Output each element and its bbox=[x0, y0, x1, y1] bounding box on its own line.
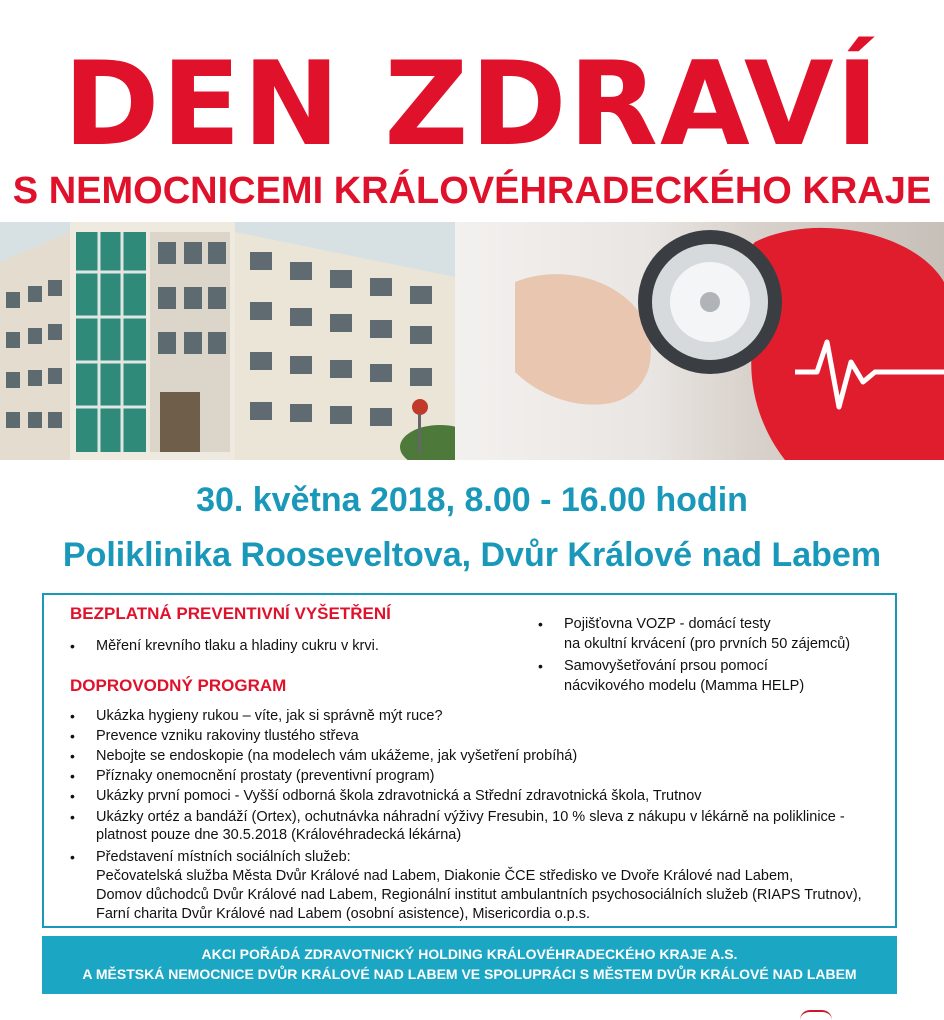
free-exam-item-right: Samovyšetřování prsou pomocí bbox=[564, 658, 768, 674]
program-item: Prevence vzniku rakoviny tlustého střeva bbox=[96, 728, 359, 744]
bullet-dot: • bbox=[538, 616, 543, 632]
poster-title: DEN ZDRAVÍ bbox=[63, 37, 881, 172]
program-title: DOPROVODNÝ PROGRAM bbox=[70, 676, 287, 695]
photo-strip bbox=[0, 222, 944, 460]
bullet-dot: • bbox=[538, 658, 543, 674]
program-item-cont: Domov důchodců Dvůr Králové nad Labem, Regionální institut ambulantních psychosociálních služeb (RIAPS Trutnov), bbox=[96, 887, 862, 903]
free-exam-item-right-cont: na okultní krvácení (pro prvních 50 zájemců) bbox=[564, 636, 851, 652]
event-place: Poliklinika Rooseveltova, Dvůr Králové nad Labem bbox=[62, 536, 882, 574]
bullet-dot: • bbox=[70, 708, 75, 724]
hospital-building-photo bbox=[0, 222, 455, 460]
free-exams-title: BEZPLATNÁ PREVENTIVNÍ VYŠETŘENÍ bbox=[70, 604, 391, 623]
program-item: Nebojte se endoskopie (na modelech vám ukážeme, jak vyšetření probíhá) bbox=[96, 748, 578, 764]
program-item-cont: Pečovatelská služba Města Dvůr Králové nad Labem, Diakonie ČCE středisko ve Dvoře Králové nad Labem, bbox=[96, 868, 794, 884]
bullet-dot: • bbox=[70, 809, 75, 825]
bullet-dot: • bbox=[70, 849, 75, 865]
bullet-dot: • bbox=[70, 748, 75, 764]
program-item: Ukázky ortéz a bandáží (Ortex), ochutnávka náhradní výživy Fresubin, 10 % sleva z nákupu v lékárně na poliklinice - bbox=[96, 809, 845, 825]
free-exam-item: Měření krevního tlaku a hladiny cukru v krvi. bbox=[96, 638, 379, 654]
program-item: Ukázka hygieny rukou – víte, jak si správně mýt ruce? bbox=[96, 708, 443, 724]
free-exam-item-right: Pojišťovna VOZP - domácí testy bbox=[564, 616, 771, 632]
bullet-dot: • bbox=[70, 728, 75, 744]
organizer-banner bbox=[42, 936, 897, 994]
program-box bbox=[42, 593, 897, 928]
organizer-line-1: AKCI POŘÁDÁ ZDRAVOTNICKÝ HOLDING KRÁLOVÉHRADECKÉHO KRAJE A.S. bbox=[201, 946, 738, 962]
stethoscope-illustration bbox=[455, 222, 944, 460]
bullet-dot: • bbox=[70, 788, 75, 804]
organizer-line-2: A MĚSTSKÁ NEMOCNICE DVŮR KRÁLOVÉ NAD LABEM VE SPOLUPRÁCI S MĚSTEM DVŮR KRÁLOVÉ NAD LABEM bbox=[82, 966, 857, 982]
program-item-cont: platnost pouze dne 30.5.2018 (Královéhradecká lékárna) bbox=[96, 827, 462, 843]
program-item: Představení místních sociálních služeb: bbox=[96, 849, 351, 865]
program-item: Příznaky onemocnění prostaty (preventivní program) bbox=[96, 768, 435, 784]
poster-subtitle: S NEMOCNICEMI KRÁLOVÉHRADECKÉHO KRAJE bbox=[12, 170, 932, 212]
event-date: 30. května 2018, 8.00 - 16.00 hodin bbox=[196, 481, 748, 519]
stethoscope-heart-photo bbox=[455, 222, 944, 460]
program-item-cont: Farní charita Dvůr Králové nad Labem (osobní asistence), Misericordia o.p.s. bbox=[96, 906, 591, 922]
bullet-dot: • bbox=[70, 768, 75, 784]
building-illustration bbox=[0, 222, 455, 460]
logo-fragment bbox=[800, 1010, 832, 1020]
bullet-dot: • bbox=[70, 638, 75, 654]
program-item: Ukázky první pomoci - Vyšší odborná škola zdravotnická a Střední zdravotnická škola, Trutnov bbox=[96, 788, 702, 804]
free-exam-item-right-cont: nácvikového modelu (Mamma HELP) bbox=[564, 678, 805, 694]
